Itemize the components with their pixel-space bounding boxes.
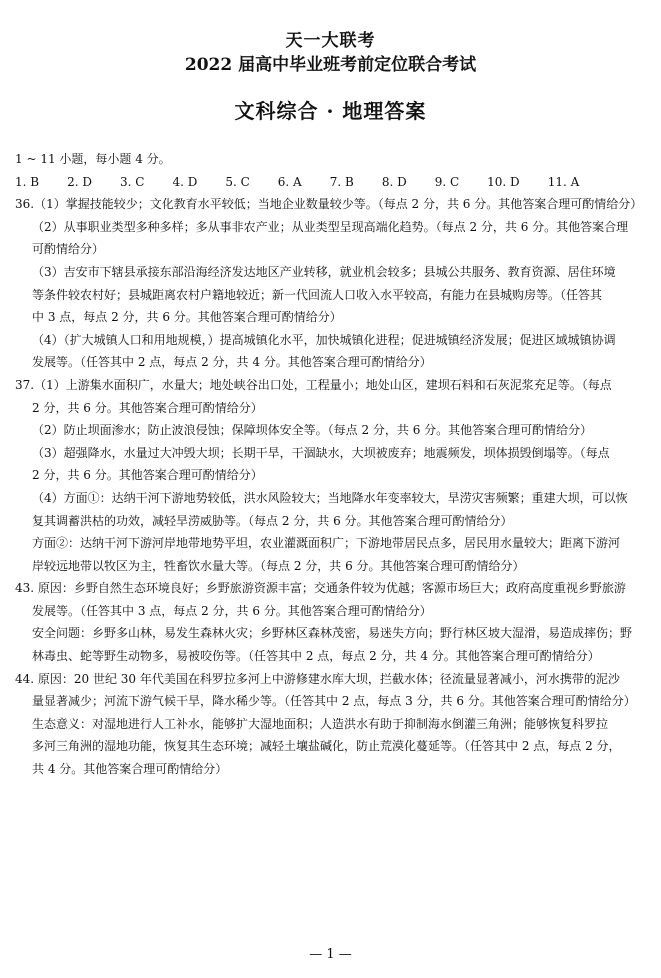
q37-part4-aspect2: 方面②：达纳干河下游河岸地带地势平坦，农业灌溉面积广；下游地带居民点多，居民用水量较大；距离下游河 [32,536,621,551]
q37-part3: （3）超强降水，水量过大冲毁大坝；长期干旱，干涸缺水，大坝被废弃；地震频发，坝体损毁倒塌等。（每点 [32,445,610,460]
q43-reason-cont: 发展等。（任答其中 3 点，每点 2 分，共 6 分。其他答案合理可酌情给分） [32,603,432,618]
answer-item: 5. C [225,174,250,189]
q36-part3: （3）吉安市下辖县承接东部沿海经济发达地区产业转移，就业机会较多；县城公共服务、教育资源、居住环境 [32,264,616,279]
q37-part2: （2）防止坝面渗水；防止波浪侵蚀；保障坝体安全等。（每点 2 分，共 6 分。其他答案合理可酌情给分） [32,423,593,438]
q43-safety: 安全问题：乡野多山林，易发生森林火灾；乡野林区森林茂密，易迷失方向；野行林区坡大湿滑，易造成摔伤；野 [32,626,633,641]
q44-ecology: 生态意义：对湿地进行人工补水，能够扩大湿地面积；人造洪水有助于抑制海水倒灌三角洲；能够恢复科罗拉 [32,716,609,731]
q36-part2-cont: 可酌情给分） [32,242,105,257]
scoring-intro: 1 ~ 11 小题，每小题 4 分。 [15,152,171,166]
q36-part4-cont: 发展等。（任答其中 2 点，每点 2 分，共 4 分。其他答案合理可酌情给分） [32,355,432,370]
q44-ecology-cont: 共 4 分。其他答案合理可酌情给分） [32,762,228,777]
answer-body [15,148,643,781]
q44-ecology-cont: 多河三角洲的湿地功能，恢复其生态环境；减轻土壤盐碱化，防止荒漠化蔓延等。（任答其中 2 点，每点 2 分， [32,739,621,754]
organization-title: 天一大联考 [285,31,376,51]
q43-safety-cont: 林毒虫、蛇等野生动物多，易被咬伤等。（任答其中 2 点，每点 2 分，共 4 分。其他答案合理可酌情给分） [32,649,600,664]
answer-item: 3. C [119,174,145,189]
q36-part4: （4）（扩大城镇人口和用地规模，）提高城镇化水平，加快城镇化进程；促进城镇经济发展；促进区域城镇协调 [32,332,616,347]
q37-part4: （4）方面①：达纳干河下游地势较低，洪水风险较大；当地降水年变率较大，旱涝灾害频繁；重建大坝，可以恢 [32,490,628,505]
answer-item: 2. D [67,174,92,189]
q44-reason: 44. 原因：20 世纪 30 年代美国在科罗拉多河上中游修建水库大坝，拦截水体；径流量显著减小，河水携带的泥沙 [15,671,620,686]
q37-part1: 37.（1）上游集水面积广，水量大；地处峡谷出口处，工程量小；地处山区，建坝石料和石灰泥浆充足等。（每点 [15,377,612,392]
answer-item: 10. D [487,174,520,189]
answer-item: 4. D [172,174,198,189]
answer-item: 9. C [434,174,460,189]
answer-item: 8. D [381,174,407,189]
q44-reason-cont: 量显著减少；河流下游气候干旱，降水稀少等。（任答其中 2 点，每点 3 分，共 6 分。其他答案合理可酌情给分） [32,694,636,709]
page-header [0,30,661,124]
q37-part4-aspect2-cont: 岸较远地带以牧区为主，牲畜饮水量大等。（每点 2 分，共 6 分。其他答案合理可酌情给分） [32,558,525,573]
answer-item: 7. B [329,174,354,189]
q37-part4-cont: 复其调蓄洪枯的功效，减轻旱涝威胁等。（每点 2 分，共 6 分。其他答案合理可酌情给分） [32,513,513,528]
subject-title: 文科综合 · 地理答案 [234,99,427,123]
page-number: — 1 — [309,947,352,962]
exam-title: 2022 届高中毕业班考前定位联合考试 [184,55,477,75]
multiple-choice-answers [15,171,643,194]
q36-part2: （2）从事职业类型多种多样；多从事非农产业；从业类型呈现高端化趋势。（每点 2 分，共 6 分。其他答案合理 [32,219,629,234]
answer-item: 1. B [15,174,40,189]
q37-part1-cont: 2 分，共 6 分。其他答案合理可酌情给分） [32,400,263,415]
q43-reason: 43. 原因：乡野自然生态环境良好；乡野旅游资源丰富；交通条件较为优越；客源市场巨大；政府高度重视乡野旅游 [15,581,626,596]
q37-part3-cont: 2 分，共 6 分。其他答案合理可酌情给分） [32,468,263,483]
answer-item: 6. A [277,174,302,189]
q36-part3-cont: 中 3 点，每点 2 分，共 6 分。其他答案合理可酌情给分） [32,310,342,325]
q36-part1: 36.（1）掌握技能较少；文化教育水平较低；当地企业数量较少等。（每点 2 分，共 6 分。其他答案合理可酌情给分） [15,197,643,212]
q36-part3-cont: 等条件较农村好；县城距离农村户籍地较近；新一代回流人口收入水平较高，有能力在县城购房等。（任答其 [32,287,603,302]
answer-item: 11. A [547,174,580,189]
